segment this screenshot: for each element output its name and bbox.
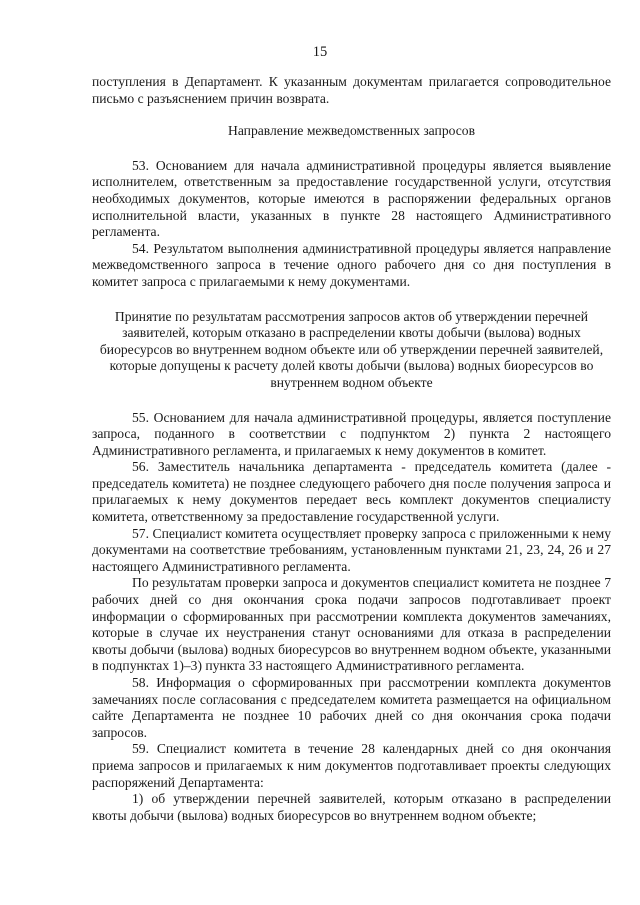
- paragraph-continuation: поступления в Департамент. К указанным документам прилагается сопроводительное письмо с разъяснением причин возврата.: [92, 74, 611, 106]
- paragraph-59: 59. Специалист комитета в течение 28 календарных дней со дня окончания приема запросов и прилагаемых к ним документов подготавливает проекты следующих распоряжений Департамента:: [92, 741, 611, 790]
- paragraph-59-item-1: 1) об утверждении перечней заявителей, которым отказано в распределении квоты добычи (вылова) водных биоресурсов во внутреннем водном объекте;: [92, 791, 611, 823]
- paragraph-57: 57. Специалист комитета осуществляет проверку запроса с приложенными к нему документами на соответствие требованиям, установленным пунктами 21, 23, 24, 26 и 27 настоящего Административного регламента.: [92, 525, 611, 574]
- paragraph-53: 53. Основанием для начала административной процедуры является выявление исполнителем, ответственным за предоставление государственной услуги, отсутствия необходимых документов, которые имеются в распоряжении федеральных органов исполнительной власти, указанных в пункте 28 настоящего Административного регламента.: [92, 157, 611, 240]
- paragraph-58: 58. Информация о сформированных при рассмотрении комплекта документов замечаниях после согласования с председателем комитета размещается на официальном сайте Департамента не позднее 10 рабочих дней со дня окончания срока подачи запросов.: [92, 675, 611, 740]
- paragraph-55: 55. Основанием для начала административной процедуры, является поступление запроса, поданного в соответствии с подпунктом 2) пункта 2 настоящего Административного регламента, и прилагаемых к нему документов в комитет.: [92, 409, 611, 458]
- document-body: [92, 74, 611, 824]
- paragraph-56: 56. Заместитель начальника департамента - председатель комитета (далее - председатель комитета) не позднее следующего рабочего дня после получения запроса и прилагаемых к нему документов передает весь комплект документов специалисту комитета, ответственному за предоставление государственной услуги.: [92, 459, 611, 525]
- paragraph-54: 54. Результатом выполнения административной процедуры является направление межведомственного запроса в течение одного рабочего дня со дня поступления в комитет запроса с прилагаемыми к нему документами.: [92, 240, 611, 289]
- paragraph-57-continued: По результатам проверки запроса и документов специалист комитета не позднее 7 рабочих дней со дня окончания срока подачи запросов подготавливает проект информации о сформированных при рассмотрении комплекта документов замечаниях, которые в случае их неустранения станут основаниями для отказа в распределении квоты добычи (вылова) водных биоресурсов во внутреннем водном объекте, указанными в подпунктах 1)–3) пункта 33 настоящего Административного регламента.: [92, 575, 611, 674]
- page-number: 15: [312, 44, 328, 60]
- section-heading-acts-adoption: Принятие по результатам рассмотрения запросов актов об утверждении перечней заявителей, которым отказано в распределении квоты добычи (вылова) водных биоресурсов во внутреннем водном объекте или об утверждении перечней заявителей, которые допущены к расчету долей квоты добычи (вылова) водных биоресурсов во внутреннем водном объекте: [99, 308, 604, 390]
- section-heading-interagency-requests: Направление межведомственных запросов: [228, 123, 475, 139]
